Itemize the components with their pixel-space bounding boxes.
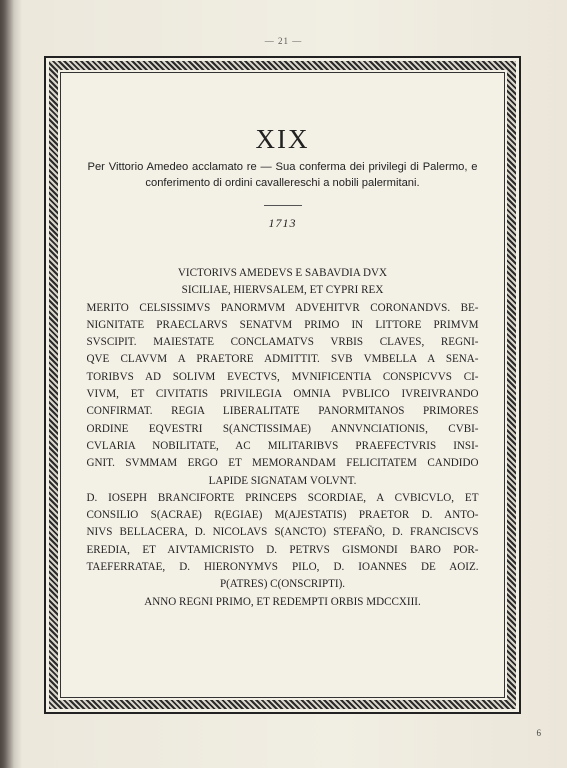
inscription-line: SVSCIPIT. MAIESTATE CONCLAMATVS VRBIS CLAVES, REGNI- [86, 336, 479, 349]
chapter-numeral: XIX [255, 124, 310, 154]
inscription-line: NIGNITATE PRAECLARVS SENATVM PRIMO IN LITTORE PRIMVM [86, 318, 479, 331]
inscription-line: VICTORIVS AMEDEVS E SABAVDIA DVX [177, 267, 388, 279]
inscription-line: LAPIDE SIGNATAM VOLVNT. [208, 474, 357, 487]
inscription-line: MERITO CELSISSIMVS PANORMVM ADVEHITVR CORONANDVS. BE- [86, 301, 479, 314]
document-title: Per Vittorio Amedeo acclamato re — Sua conferma dei privilegi di Palermo, e conferimento di ordini cavallereschi a nobili palermitani. [87, 161, 478, 189]
page-number: — 21 — [264, 36, 303, 46]
inscription-line: SICILIAE, HIERVSALEM, ET CYPRI REX [181, 284, 384, 297]
inscription-line: TORIBVS AD SOLIVM EVECTVS, MVNIFICENTIA CONSPICVVS CI- [86, 370, 479, 383]
divider-rule [264, 205, 302, 206]
document-year: 1713 [268, 216, 297, 230]
inscription-line: D. IOSEPH BRANCIFORTE PRINCEPS SCORDIAE, A CVBICVLO, ET [86, 491, 479, 504]
spine-shadow [0, 0, 14, 768]
inscription-line: VIVM, ET CIVITATIS PRIVILEGIA OMNIA PVBLICO IVREIVRANDO [86, 388, 479, 401]
inscription-line: NIVS BELLACERA, D. NICOLAVS S(ANCTO) STEFAÑO, D. FRANCISCVS [86, 526, 479, 539]
inscription-line: GNIT. SVMMAM ERGO ET MEMORANDAM FELICITATEM CANDIDO [86, 457, 479, 470]
ornamental-frame [44, 56, 521, 714]
inscription-text [87, 265, 479, 611]
inscription-line: QVE CLAVVM A PRAETORE ADMITTIT. SVB VMBELLA A SENA- [86, 353, 479, 366]
inscription-line: EREDIA, ET AIVTAMICRISTO D. PETRVS GISMONDI BARO POR- [86, 543, 479, 556]
inscription-line: CVLARIA NOBILITATE, AC MILITARIBVS PRAEFECTVRIS INSI- [86, 439, 479, 452]
inscription-line: P(ATRES) C(ONSCRIPTI). [219, 578, 346, 591]
inscription-line: ORDINE EQVESTRI S(ANCTISSIMAE) ANNVNCIATIONIS, CVBI- [86, 422, 479, 435]
inscription-line: CONSILIO S(ACRAE) R(EGIAE) M(AJESTATIS) PRAETOR D. ANTO- [86, 509, 479, 522]
document-content [64, 76, 501, 694]
inscription-line: ANNO REGNI PRIMO, ET REDEMPTI ORBIS MDCCXIII. [144, 595, 421, 608]
corner-mark: 6 [536, 728, 541, 738]
inscription-line: CONFIRMAT. REGIA LIBERALITATE PANORMITANOS PRIMORES [86, 405, 479, 418]
inscription-line: TAEFERRATAE, D. HIERONYMVS PILO, D. IOANNES DE AOIZ. [86, 561, 479, 574]
